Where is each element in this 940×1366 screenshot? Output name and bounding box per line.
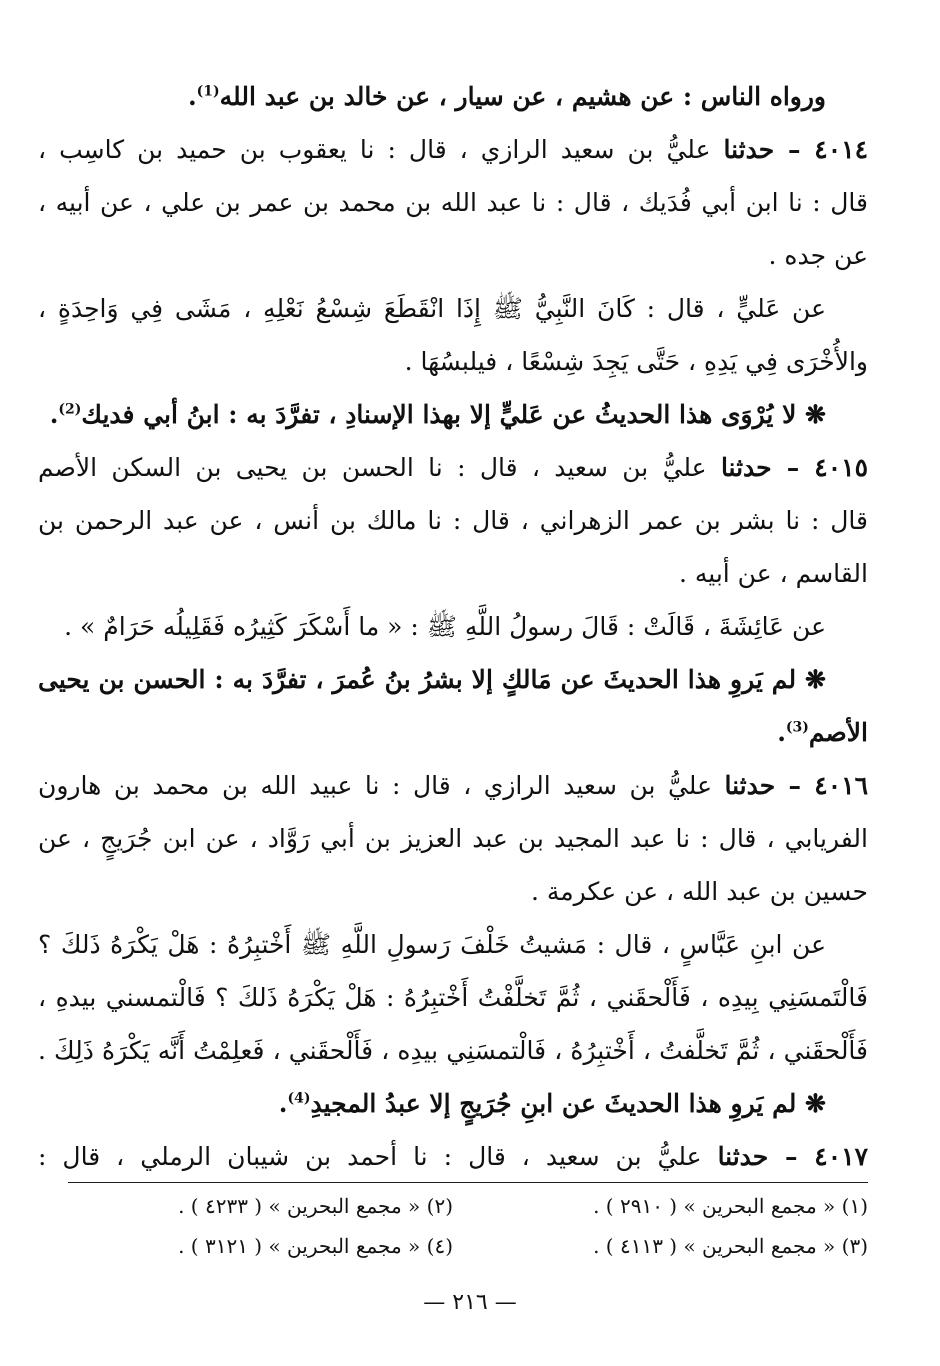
footnote-3 <box>453 1226 868 1266</box>
line-end-mark: . <box>187 82 197 111</box>
hadith-heading-line <box>38 1130 868 1183</box>
footnote-ref: (2) <box>58 401 82 418</box>
text-line <box>38 600 868 653</box>
text-line <box>38 335 868 388</box>
text-line <box>38 971 868 1024</box>
narration-lead: – حدثنا <box>720 453 815 482</box>
hadith-heading-line <box>38 441 868 494</box>
footnote-1 <box>453 1186 868 1226</box>
line-text: الفريابي ، قال : نا عبد المجيد بن عبد العزيز بن أبي رَوَّاد ، عن ابن جُرَيجٍ ، عن <box>38 824 868 853</box>
commentary-line <box>38 1077 868 1130</box>
asterisk-marker: ❋ <box>805 665 826 694</box>
narration-lead: – حدثنا <box>717 1142 815 1171</box>
text-line <box>38 706 868 759</box>
line-end-mark: . <box>777 718 786 747</box>
hadith-number: ٤٠١٥ <box>814 453 868 482</box>
text-line <box>38 547 868 600</box>
body-text <box>38 70 868 1183</box>
commentary-line <box>38 653 868 706</box>
footnote-label: (١) <box>841 1194 868 1218</box>
line-text: والأُخْرَى فِي يَدِهِ ، حَتَّى يَجِدَ شِسْعًا ، فيلبسُهَا . <box>404 347 868 376</box>
line-text: عليُّ بن سعيد الرازي ، قال : نا عبيد الله بن محمد بن هارون <box>38 771 725 800</box>
footnote-ref: (1) <box>196 83 220 100</box>
line-text: عن ابنِ عَبَّاسٍ ، قال : مَشيتُ خَلْفَ رَسولِ اللَّهِ ﷺ أَخْتبِرُهُ : هَلْ يَكْرَهُ ذَلكَ ؟ <box>38 930 826 959</box>
text-line <box>38 229 868 282</box>
line-text: عليُّ بن سعيد الرازي ، قال : نا يعقوب بن حميد بن كاسِب ، <box>38 135 724 164</box>
text-line <box>38 1024 868 1077</box>
line-text: فَأَلْحقَني ، ثُمَّ تَخلَّفتُ ، أَخْتبِرُهُ ، فَالْتمسَنِي بيدِه ، فَأَلْحقَني ، فَعلِمْتُ أَنَّه يَكْرَهُ ذَلِكَ . <box>38 1036 868 1065</box>
line-text: عليُّ بن سعيد ، قال : نا الحسن بن يحيى بن السكن الأصم <box>38 453 721 482</box>
text-line <box>38 70 868 123</box>
line-text: قال : نا بشر بن عمر الزهراني ، قال : نا مالك بن أنس ، عن عبد الرحمن بن <box>38 506 868 535</box>
footnote-4 <box>38 1226 453 1266</box>
line-text: حسين بن عبد الله ، عن عكرمة . <box>530 877 868 906</box>
hadith-heading-line <box>38 759 868 812</box>
footnote-label: (٣) <box>841 1234 868 1258</box>
line-text: ورواه الناس : عن هشيم ، عن سيار ، عن خالد بن عبد الله <box>219 82 826 111</box>
asterisk-marker: ❋ <box>805 400 826 429</box>
text-line <box>38 918 868 971</box>
line-end-mark: . <box>49 400 59 429</box>
line-text: عليُّ بن سعيد ، قال : نا أحمد بن شيبان الرملي ، قال : <box>38 1142 718 1171</box>
footnote-2 <box>38 1186 453 1226</box>
text-line <box>38 812 868 865</box>
footnote-row <box>38 1186 868 1226</box>
footnote-text: « مجمع البحرين » ( ٣١٢١ ) . <box>178 1234 421 1258</box>
line-text: عن جده . <box>768 241 868 270</box>
hadith-heading-line <box>38 123 868 176</box>
text-line <box>38 176 868 229</box>
footnotes <box>38 1186 868 1266</box>
line-text: عن عَائِشَةَ ، قَالَتْ : قَالَ رسولُ اللَّهِ ﷺ : « ما أَسْكَرَ كَثِيرُه فَقَلِيلُه حَرَامٌ » . <box>64 612 826 641</box>
hadith-number: ٤٠١٦ <box>814 771 868 800</box>
footnote-row <box>38 1226 868 1266</box>
footnote-text: « مجمع البحرين » ( ٤٢٣٣ ) . <box>178 1194 421 1218</box>
asterisk-marker: ❋ <box>805 1089 826 1118</box>
line-text: فَالْتَمسَنِي بِيدِه ، فَأَلْحقَني ، ثُمَّ تَخلَّفْتُ أَخْتبِرُهُ : هَلْ يَكْرَهُ ذَلكَ ؟ فَالْتمسني بيدهِ ، <box>38 983 868 1012</box>
hadith-number: ٤٠١٤ <box>814 135 868 164</box>
footnote-text: « مجمع البحرين » ( ٢٩١٠ ) . <box>593 1194 836 1218</box>
line-text: لا يُرْوَى هذا الحديثُ عن عَليٍّ إلا بهذا الإسنادِ ، تفرَّدَ به : ابنُ أبي فديك <box>81 400 806 429</box>
text-line <box>38 282 868 335</box>
footnote-ref: (4) <box>287 1090 311 1107</box>
narration-lead: – حدثنا <box>724 771 815 800</box>
footnote-divider <box>68 1182 868 1183</box>
line-text: الأصم <box>808 718 868 747</box>
line-text: عن عَليٍّ ، قال : كَانَ النَّبِيُّ ﷺ إِذَا انْقَطَعَ شِسْعُ نَعْلِهِ ، مَشَى فِي وَاحِدَةٍ ، <box>38 294 826 323</box>
footnote-label: (٤) <box>426 1234 453 1258</box>
line-text: لم يَروِ هذا الحديثَ عن مَالكٍ إلا بشرُ بنُ عُمرَ ، تفرَّدَ به : الحسن بن يحيى <box>38 665 806 694</box>
narration-lead: – حدثنا <box>723 135 815 164</box>
line-text: القاسم ، عن أبيه . <box>678 559 868 588</box>
text-line <box>38 494 868 547</box>
line-text: لم يَروِ هذا الحديثَ عن ابنِ جُرَيجٍ إلا عبدُ المجيدِ <box>310 1089 806 1118</box>
footnote-text: « مجمع البحرين » ( ٤١١٣ ) . <box>593 1234 836 1258</box>
footnote-ref: (3) <box>785 719 809 736</box>
footnote-label: (٢) <box>426 1194 453 1218</box>
commentary-line <box>38 388 868 441</box>
line-end-mark: . <box>278 1089 288 1118</box>
hadith-number: ٤٠١٧ <box>814 1142 868 1171</box>
page-number: — ٢١٦ — <box>423 1290 517 1315</box>
line-text: قال : نا ابن أبي فُدَيك ، قال : نا عبد الله بن محمد بن عمر بن علي ، عن أبيه ، <box>38 188 868 217</box>
text-line <box>38 865 868 918</box>
